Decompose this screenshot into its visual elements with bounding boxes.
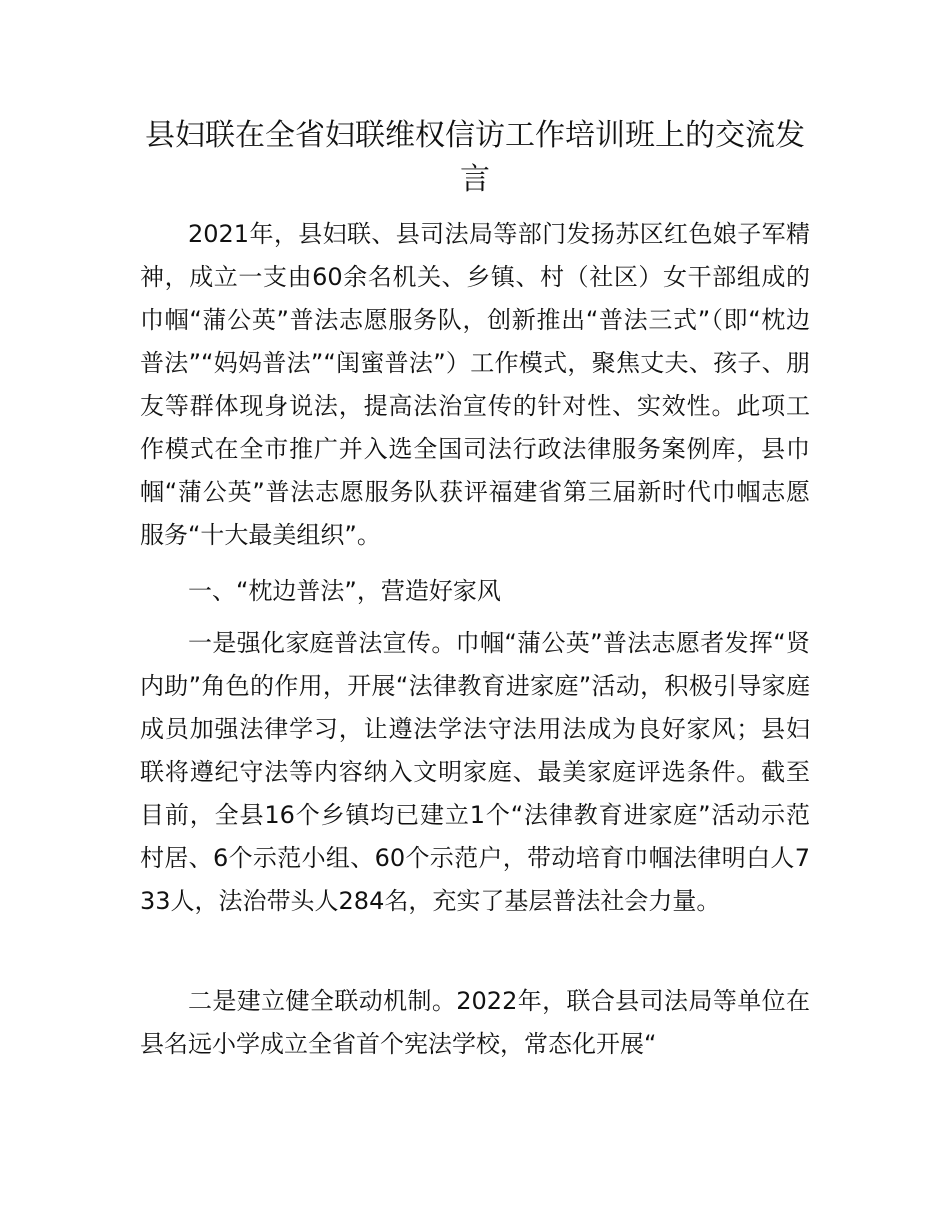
intro-paragraph: 2021年，县妇联、县司法局等部门发扬苏区红色娘子军精神，成立一支由60余名机关、乡镇、村（社区）女干部组成的巾帼“蒲公英”普法志愿服务队，创新推出“普法三式”（即“枕边普法”“妈妈普法”“闺蜜普法”）工作模式，聚焦丈夫、孩子、朋友等群体现身说法，提高法治宣传的针对性、实效性。此项工作模式在全市推广并入选全国司法行政法律服务案例库，县巾帼“蒲公英”普法志愿服务队获评福建省第三届新时代巾帼志愿服务“十大最美组织”。 (140, 220, 810, 549)
document-title: 县妇联在全省妇联维权信访工作培训班上的交流发言 (145, 118, 805, 197)
section-paragraph-2: 二是建立健全联动机制。2022年，联合县司法局等单位在县名远小学成立全省首个宪法学校，常态化开展“ (140, 987, 810, 1058)
section-heading: 一、“枕边普法”，营造好家风 (188, 577, 501, 605)
section-paragraph-1: 一是强化家庭普法宣传。巾帼“蒲公英”普法志愿者发挥“贤内助”角色的作用，开展“法律教育进家庭”活动，积极引导家庭成员加强法律学习，让遵法学法守法用法成为良好家风；县妇联将遵纪守法等内容纳入文明家庭、最美家庭评选条件。截至目前，全县16个乡镇均已建立1个“法律教育进家庭”活动示范村居、6个示范小组、60个示范户，带动培育巾帼法律明白人733人，法治带头人284名，充实了基层普法社会力量。 (140, 629, 810, 915)
